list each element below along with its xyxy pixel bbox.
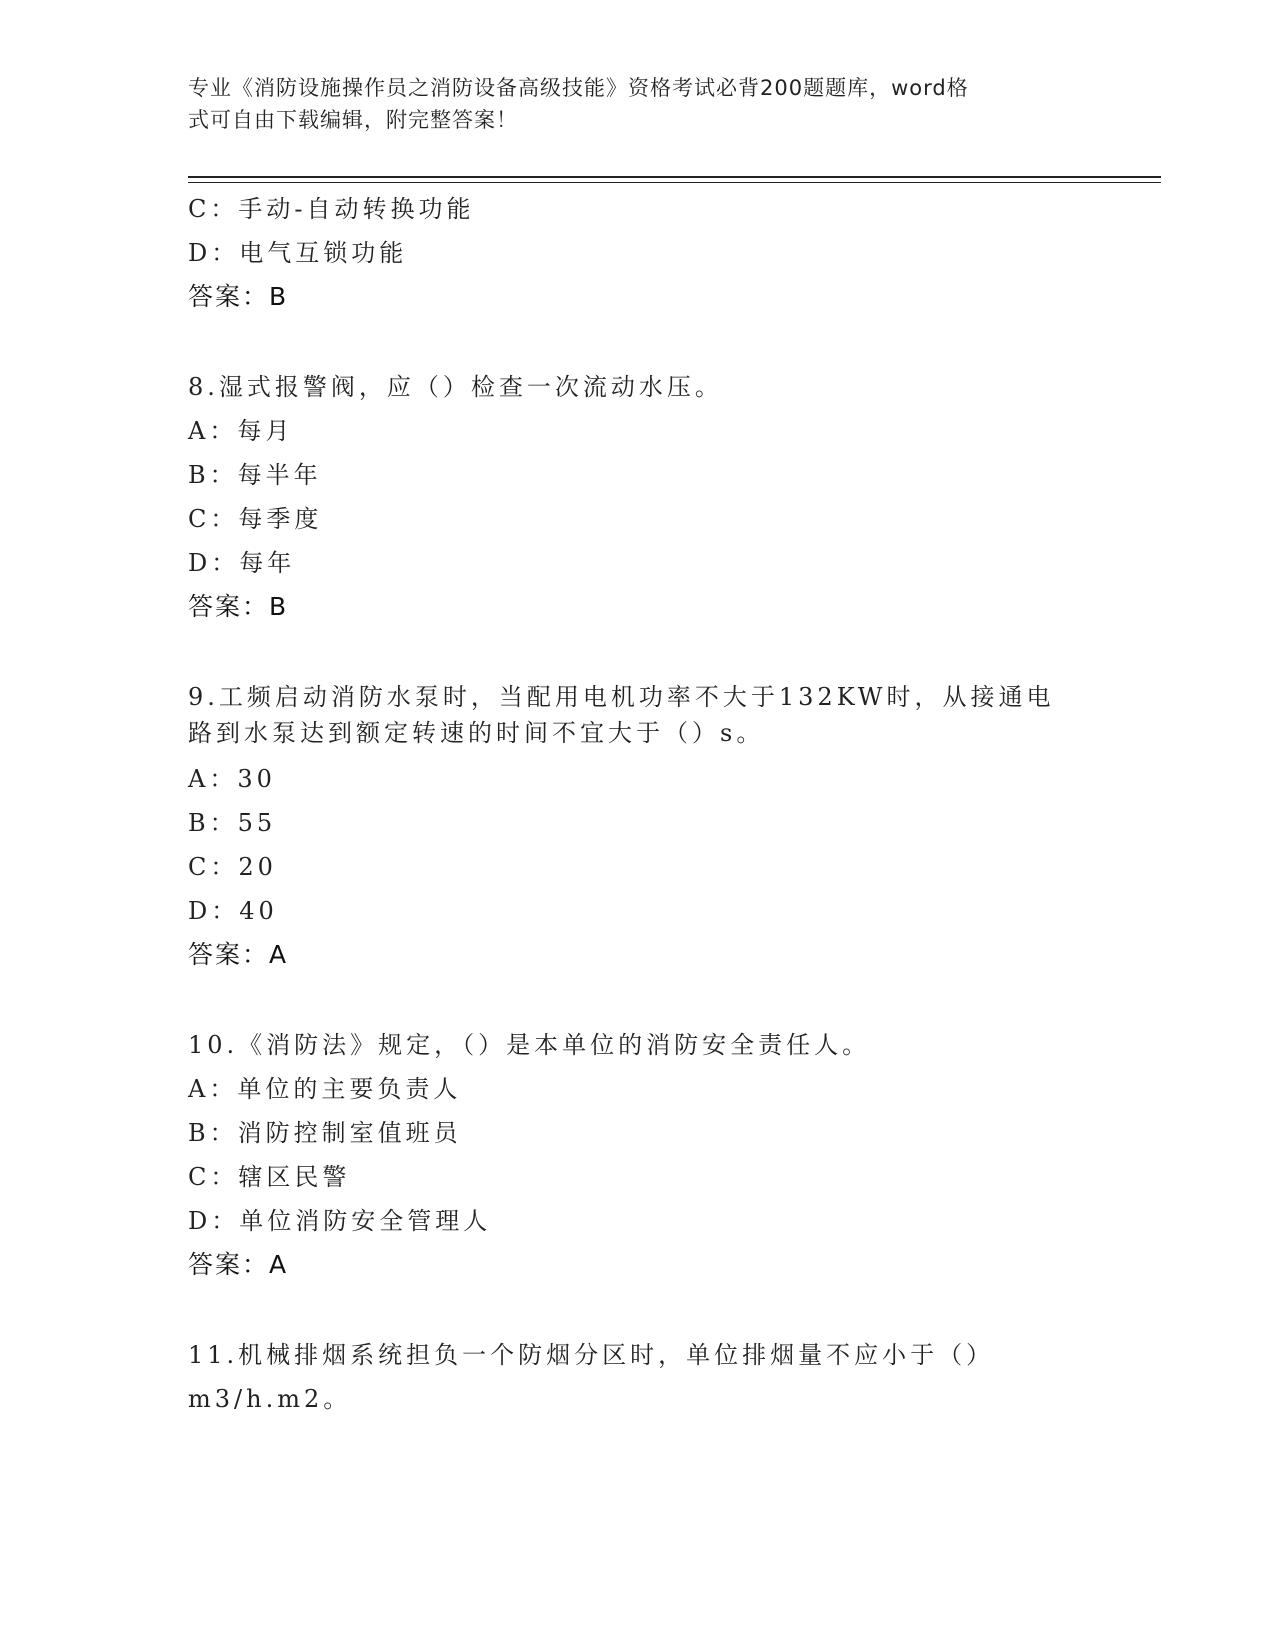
q8-option-d: D：每年: [188, 549, 296, 577]
header-line-1: 专业《消防设施操作员之消防设备高级技能》资格考试必背200题题库，word格: [188, 76, 969, 100]
header-divider-thin: [188, 182, 1161, 183]
q9-answer: 答案：A: [188, 940, 289, 969]
q8-answer: 答案：B: [188, 592, 289, 621]
q10-option-d: D：单位消防安全管理人: [188, 1207, 492, 1235]
q11-question-line-1: 11.机械排烟系统担负一个防烟分区时，单位排烟量不应小于（）: [188, 1341, 995, 1369]
q9-option-c: C：20: [188, 853, 277, 881]
q9-question-line-1: 9.工频启动消防水泵时，当配用电机功率不大于132KW时，从接通电: [188, 683, 1055, 711]
q10-option-a: A：单位的主要负责人: [188, 1075, 462, 1103]
document-header: [188, 72, 1068, 136]
q8-option-a: A：每月: [188, 417, 294, 445]
q7-answer: 答案：B: [188, 282, 289, 311]
q8-option-b: B：每半年: [188, 461, 322, 489]
q10-option-c: C：辖区民警: [188, 1163, 351, 1191]
header-divider-thick: [188, 176, 1161, 178]
q9-option-d: D：40: [188, 897, 278, 925]
header-line-2: 式可自由下载编辑，附完整答案！: [188, 108, 518, 132]
q8-option-c: C：每季度: [188, 505, 323, 533]
q8-question: 8.湿式报警阀，应（）检查一次流动水压。: [188, 373, 723, 401]
q7-option-c: C：手动-自动转换功能: [188, 195, 475, 223]
q10-answer: 答案：A: [188, 1250, 289, 1279]
q9-option-b: B：55: [188, 809, 277, 837]
q9-question-line-2: 路到水泵达到额定转速的时间不宜大于（）s。: [188, 719, 765, 747]
q11-question-line-2: m3/h.m2。: [188, 1385, 352, 1413]
q10-question: 10.《消防法》规定，（）是本单位的消防安全责任人。: [188, 1031, 871, 1059]
q7-option-d: D：电气互锁功能: [188, 239, 408, 267]
q9-option-a: A：30: [188, 765, 276, 793]
q10-option-b: B：消防控制室值班员: [188, 1119, 462, 1147]
